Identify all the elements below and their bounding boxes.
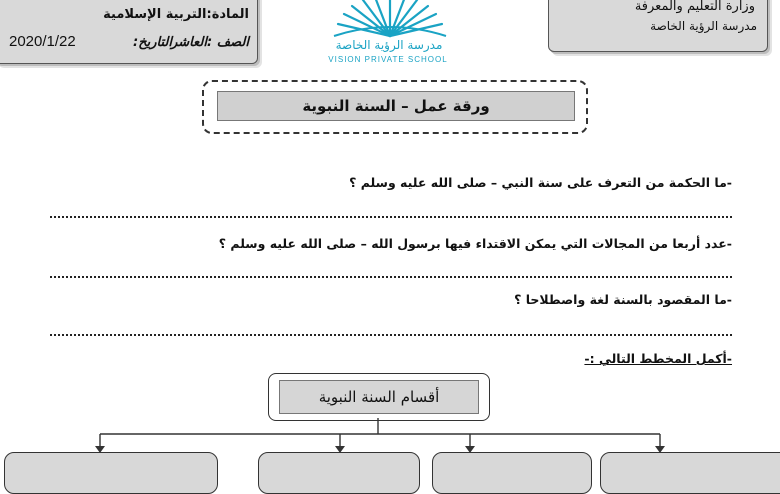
logo-arabic-name: مدرسة الرؤية الخاصة	[335, 38, 443, 52]
date-value: 2020/1/22	[9, 33, 76, 50]
question-2: -عدد أربعا من المجالات التي يمكن الاقتداء فيها برسول الله – صلى الله عليه وسلم ؟	[218, 236, 732, 251]
question-3: -ما المقصود بالسنة لغة واصطلاحا ؟	[514, 292, 732, 307]
question-4: -أكمل المخطط التالي :-	[584, 351, 732, 366]
diagram-branch-3	[432, 452, 592, 494]
diagram-root-label: أقسام السنة النبوية	[279, 380, 479, 414]
diagram-branch-2	[258, 452, 420, 494]
answer-line-2	[50, 276, 732, 278]
question-1: -ما الحكمة من التعرف على سنة النبي – صلى الله عليه وسلم ؟	[349, 175, 732, 190]
diagram-branch-4	[600, 452, 780, 494]
ministry-name: وزارة التعليم والمعرفة	[634, 0, 755, 14]
diagram-branch-1	[4, 452, 218, 494]
answer-line-1	[50, 216, 732, 218]
logo-english-name: VISION PRIVATE SCHOOL	[328, 55, 448, 64]
answer-line-3	[50, 334, 732, 336]
header-ministry-box	[548, 0, 768, 52]
page-title: ورقة عمل – السنة النبوية	[217, 91, 575, 121]
subject-label: المادة:التربية الإسلامية	[103, 7, 249, 22]
grade-label: الصف :العاشر	[171, 35, 249, 50]
date-label: التاريخ:	[133, 35, 172, 50]
school-name: مدرسة الرؤية الخاصة	[650, 19, 757, 33]
school-logo-icon	[330, 0, 450, 40]
header-info-box	[0, 0, 258, 64]
